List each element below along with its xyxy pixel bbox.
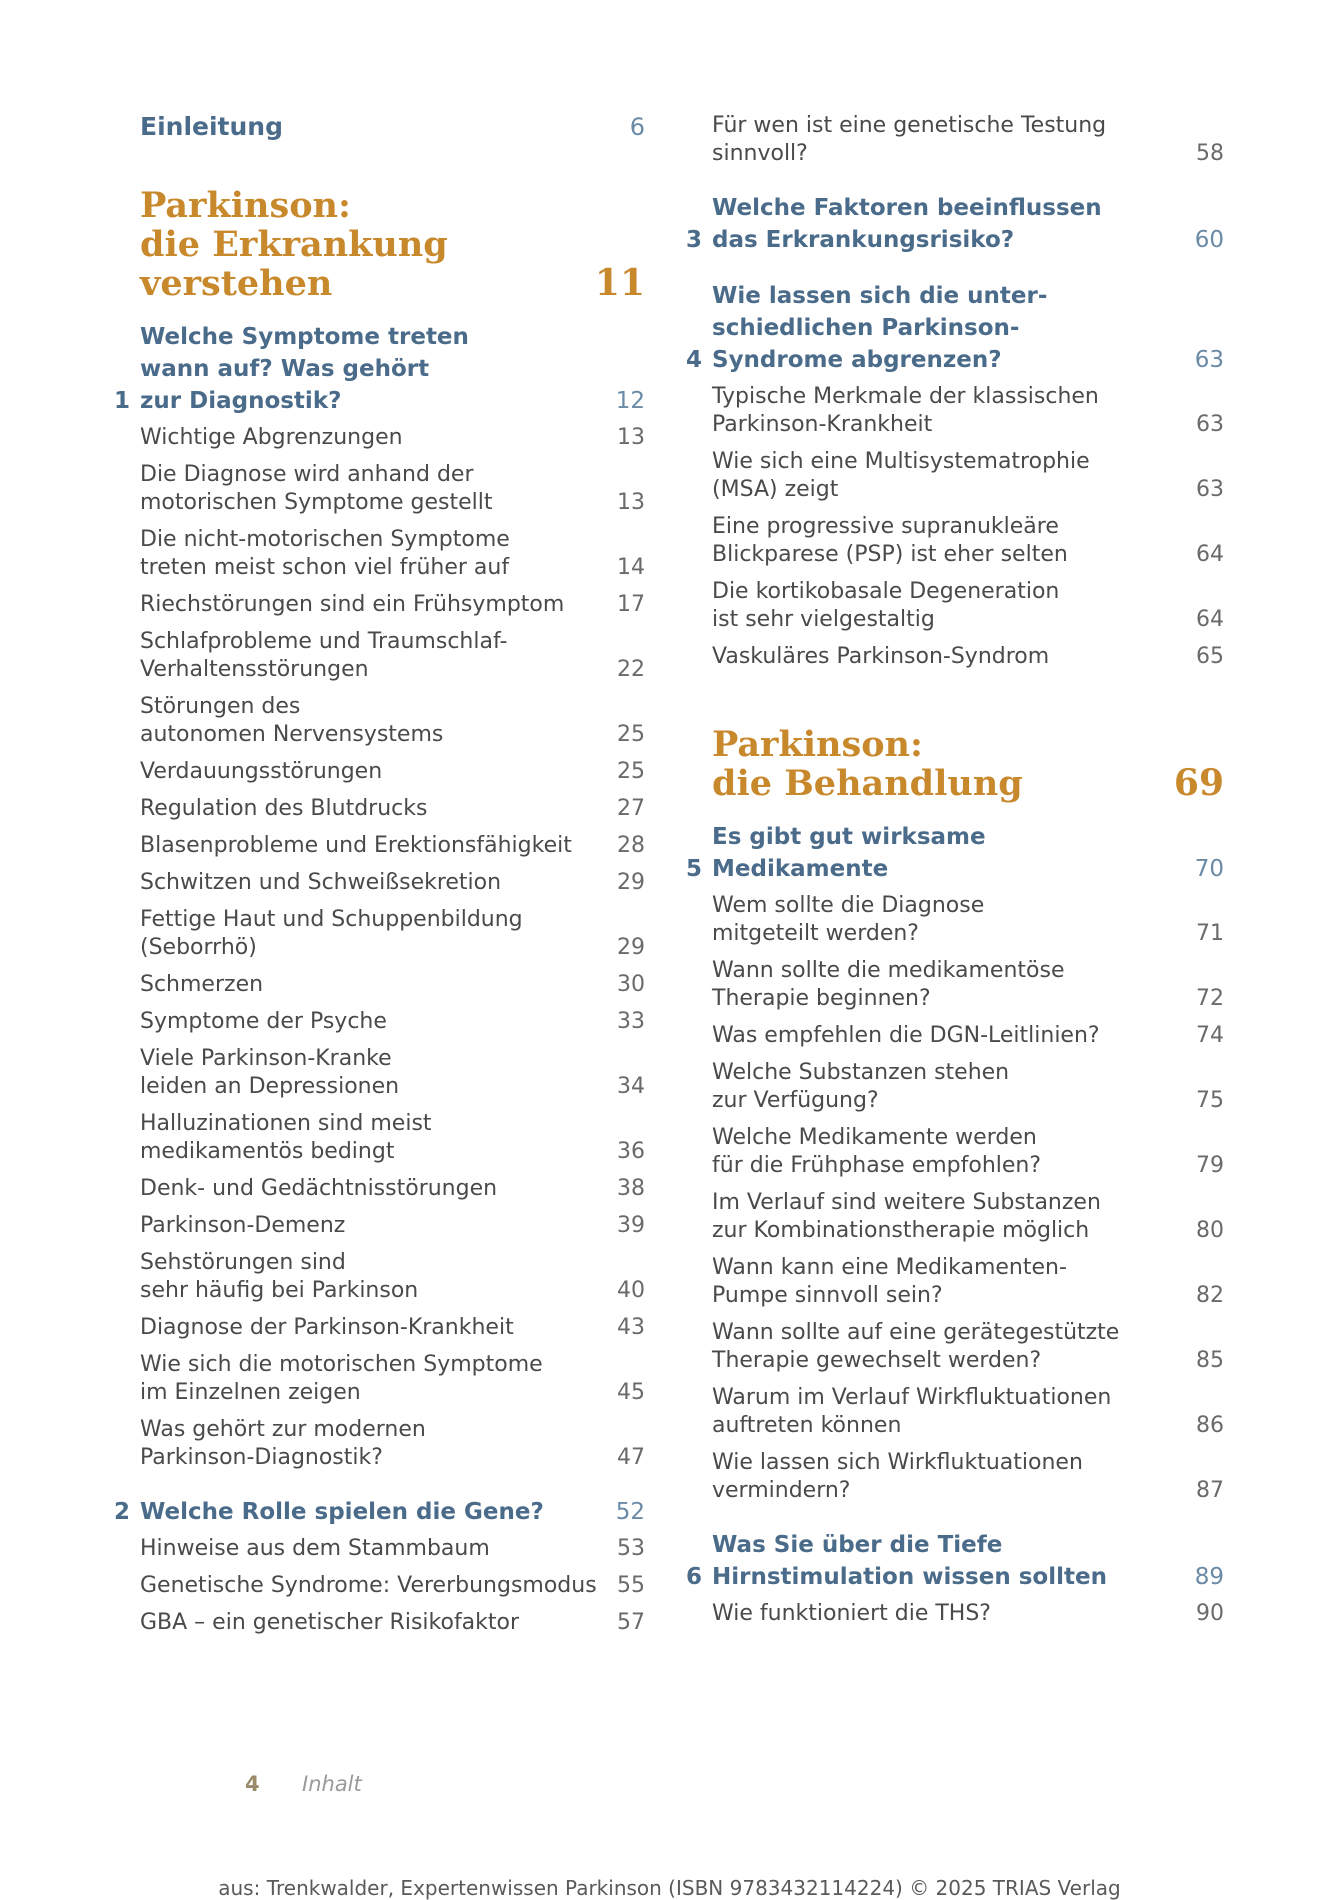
chapter-heading-3[interactable] bbox=[686, 192, 1224, 256]
page-number: 22 bbox=[617, 657, 645, 682]
entry-title: Viele Parkinson-Kranke leiden an Depressionen bbox=[140, 1046, 400, 1099]
chapter-title: Welche Symptome treten wann auf? Was gehört zur Diagnostik? bbox=[140, 324, 469, 414]
entry-title: Parkinson-Demenz bbox=[140, 1213, 346, 1238]
toc-entry[interactable] bbox=[712, 957, 1224, 1013]
page-number: 25 bbox=[617, 722, 645, 747]
page-number: 58 bbox=[1196, 141, 1224, 166]
chapter-5-entries bbox=[712, 892, 1224, 1505]
page-number: 33 bbox=[617, 1009, 645, 1034]
entry-title: Wann kann eine Medikamenten- Pumpe sinnvoll sein? bbox=[712, 1255, 1067, 1308]
page-number: 75 bbox=[1196, 1088, 1224, 1113]
page-number: 53 bbox=[617, 1536, 645, 1561]
page-number: 28 bbox=[617, 833, 645, 858]
page-number: 63 bbox=[1194, 347, 1224, 373]
entry-title: Was empfehlen die DGN-Leitlinien? bbox=[712, 1023, 1100, 1048]
toc-entry[interactable] bbox=[712, 1124, 1224, 1180]
page-number: 45 bbox=[617, 1380, 645, 1405]
chapter-title: Welche Rolle spielen die Gene? bbox=[140, 1499, 544, 1525]
part-title: Parkinson: die Behandlung bbox=[712, 724, 1023, 804]
toc-entry[interactable] bbox=[140, 461, 645, 517]
toc-entry[interactable] bbox=[140, 906, 645, 962]
entry-title: Sehstörungen sind sehr häufig bei Parkinson bbox=[140, 1250, 419, 1303]
entry-title: Warum im Verlauf Wirkfluktuationen auftreten können bbox=[712, 1385, 1112, 1438]
page-number: 43 bbox=[617, 1315, 645, 1340]
source-citation: aus: Trenkwalder, Expertenwissen Parkinson (ISBN 9783432114224) © 2025 TRIAS Verlag bbox=[218, 1876, 1121, 1900]
chapter-heading-1[interactable] bbox=[114, 321, 645, 417]
toc-entry[interactable] bbox=[140, 628, 645, 684]
page-number: 6 bbox=[629, 113, 645, 141]
page-number: 65 bbox=[1196, 644, 1224, 669]
page-number: 82 bbox=[1196, 1283, 1224, 1308]
entry-title: Genetische Syndrome: Vererbungsmodus bbox=[140, 1573, 597, 1598]
toc-entry[interactable] bbox=[140, 1249, 645, 1305]
chapter-heading-6[interactable] bbox=[686, 1529, 1224, 1593]
page-number: 12 bbox=[615, 388, 645, 414]
entry-title: Wann sollte auf eine gerätegestützte Therapie gewechselt werden? bbox=[712, 1320, 1120, 1373]
entry-title: Diagnose der Parkinson-Krankheit bbox=[140, 1315, 514, 1340]
page-number: 47 bbox=[617, 1445, 645, 1470]
entry-title: Welche Substanzen stehen zur Verfügung? bbox=[712, 1060, 1010, 1113]
page-number: 25 bbox=[617, 759, 645, 784]
chapter-title: Welche Faktoren beeinflussen das Erkrankungsrisiko? bbox=[712, 195, 1102, 253]
page-number: 72 bbox=[1196, 986, 1224, 1011]
page-number: 63 bbox=[1196, 477, 1224, 502]
page-number: 90 bbox=[1196, 1601, 1224, 1626]
entry-title: Wie sich eine Multisystematrophie (MSA) zeigt bbox=[712, 449, 1090, 502]
entry-title: GBA – ein genetischer Risikofaktor bbox=[140, 1610, 520, 1635]
page-number: 38 bbox=[617, 1176, 645, 1201]
chapter-number: 2 bbox=[114, 1499, 131, 1525]
entry-title: Schmerzen bbox=[140, 972, 264, 997]
page-number: 86 bbox=[1196, 1413, 1224, 1438]
toc-entry[interactable] bbox=[140, 1110, 645, 1166]
page-number: 71 bbox=[1196, 921, 1224, 946]
toc-entry[interactable] bbox=[712, 1384, 1224, 1440]
chapter-number: 5 bbox=[686, 856, 703, 882]
toc-entry[interactable] bbox=[140, 758, 645, 786]
page-number: 89 bbox=[1194, 1564, 1224, 1590]
toc-entry[interactable] bbox=[712, 1319, 1224, 1375]
toc-entry[interactable] bbox=[140, 424, 645, 452]
toc-entry[interactable] bbox=[140, 1212, 645, 1240]
page-number: 29 bbox=[617, 870, 645, 895]
toc-entry[interactable] bbox=[140, 971, 645, 999]
chapter-number: 4 bbox=[686, 347, 703, 373]
toc-entry[interactable] bbox=[140, 1351, 645, 1407]
page-number: 34 bbox=[617, 1074, 645, 1099]
toc-entry[interactable] bbox=[712, 1189, 1224, 1245]
chapter-4-entries bbox=[712, 383, 1224, 671]
toc-entry[interactable] bbox=[140, 1572, 645, 1600]
toc-right-column bbox=[686, 112, 1224, 1628]
toc-entry[interactable] bbox=[712, 112, 1224, 168]
page-number: 69 bbox=[1173, 762, 1224, 804]
chapter-number: 1 bbox=[114, 388, 131, 414]
entry-title: Eine progressive supranukleäre Blickparese (PSP) ist eher selten bbox=[712, 514, 1068, 567]
toc-entry[interactable] bbox=[140, 1535, 645, 1563]
entry-title: Wem sollte die Diagnose mitgeteilt werden? bbox=[712, 893, 985, 946]
chapter-number: 6 bbox=[686, 1564, 703, 1590]
entry-title: Störungen des autonomen Nervensystems bbox=[140, 694, 444, 747]
toc-entry[interactable] bbox=[712, 513, 1224, 569]
chapter-title: Wie lassen sich die unter- schiedlichen Parkinson- Syndrome abgrenzen? bbox=[712, 283, 1048, 373]
part-heading-1[interactable] bbox=[140, 186, 645, 303]
entry-title: Riechstörungen sind ein Frühsymptom bbox=[140, 592, 565, 617]
page-number: 30 bbox=[617, 972, 645, 997]
page-number: 80 bbox=[1196, 1218, 1224, 1243]
toc-entry[interactable] bbox=[140, 869, 645, 897]
entry-title: Wie funktioniert die THS? bbox=[712, 1601, 991, 1626]
entry-title: Denk- und Gedächtnisstörungen bbox=[140, 1176, 498, 1201]
chapter-title: Was Sie über die Tiefe Hirnstimulation wissen sollten bbox=[712, 1532, 1107, 1590]
page-number: 27 bbox=[617, 796, 645, 821]
page-number: 63 bbox=[1196, 412, 1224, 437]
page-number: 17 bbox=[617, 592, 645, 617]
toc-entry[interactable] bbox=[712, 1059, 1224, 1115]
page-number: 36 bbox=[617, 1139, 645, 1164]
chapter-1-entries bbox=[140, 424, 645, 1472]
toc-entry[interactable] bbox=[712, 1022, 1224, 1050]
chapter-heading-4[interactable] bbox=[686, 280, 1224, 376]
toc-entry[interactable] bbox=[712, 383, 1224, 439]
entry-title: Halluzinationen sind meist medikamentös bedingt bbox=[140, 1111, 432, 1164]
toc-entry[interactable] bbox=[140, 832, 645, 860]
toc-entry[interactable] bbox=[712, 448, 1224, 504]
entry-title: Für wen ist eine genetische Testung sinnvoll? bbox=[712, 113, 1107, 166]
entry-title: Die nicht-motorischen Symptome treten meist schon viel früher auf bbox=[140, 527, 510, 580]
toc-entry[interactable] bbox=[140, 693, 645, 749]
entry-title: Vaskuläres Parkinson-Syndrom bbox=[712, 644, 1050, 669]
chapter-2-entries bbox=[140, 1535, 645, 1637]
page-number: 39 bbox=[617, 1213, 645, 1238]
toc-entry[interactable] bbox=[712, 1254, 1224, 1310]
page-number: 29 bbox=[617, 935, 645, 960]
chapter-6-entries bbox=[712, 1600, 1224, 1628]
page-number: 40 bbox=[617, 1278, 645, 1303]
toc-entry[interactable] bbox=[140, 795, 645, 823]
toc-entry[interactable] bbox=[140, 1175, 645, 1203]
entry-title: Verdauungsstörungen bbox=[140, 759, 383, 784]
entry-title: Wichtige Abgrenzungen bbox=[140, 425, 403, 450]
entry-title: Welche Medikamente werden für die Frühphase empfohlen? bbox=[712, 1125, 1042, 1178]
entry-title: Was gehört zur modernen Parkinson-Diagnostik? bbox=[140, 1417, 426, 1470]
page-number: 70 bbox=[1194, 856, 1224, 882]
chapter-number: 3 bbox=[686, 227, 703, 253]
chapter-heading-5[interactable] bbox=[686, 821, 1224, 885]
entry-title: Einleitung bbox=[140, 112, 283, 141]
toc-left-column bbox=[114, 112, 645, 1637]
toc-entry[interactable] bbox=[140, 1609, 645, 1637]
page-number: 64 bbox=[1196, 542, 1224, 567]
page-number: 13 bbox=[617, 425, 645, 450]
toc-entry[interactable] bbox=[140, 1314, 645, 1342]
part-heading-2[interactable] bbox=[712, 725, 1224, 803]
entry-title: Wie lassen sich Wirkfluktuationen vermindern? bbox=[712, 1450, 1083, 1503]
toc-entry[interactable] bbox=[712, 1600, 1224, 1628]
entry-title: Wann sollte die medikamentöse Therapie beginnen? bbox=[712, 958, 1065, 1011]
page-folio: 4 bbox=[245, 1772, 260, 1796]
toc-entry[interactable] bbox=[140, 591, 645, 619]
page-number: 57 bbox=[617, 1610, 645, 1635]
entry-title: Hinweise aus dem Stammbaum bbox=[140, 1536, 490, 1561]
toc-entry[interactable] bbox=[140, 526, 645, 582]
chapter-heading-2[interactable] bbox=[114, 1496, 645, 1528]
entry-title: Schlafprobleme und Traumschlaf- Verhaltensstörungen bbox=[140, 629, 508, 682]
entry-title: Fettige Haut und Schuppenbildung (Seborrhö) bbox=[140, 907, 523, 960]
toc-entry[interactable] bbox=[140, 1416, 645, 1472]
toc-entry[interactable] bbox=[712, 892, 1224, 948]
running-footer-section: Inhalt bbox=[302, 1772, 362, 1796]
page-number: 55 bbox=[617, 1573, 645, 1598]
entry-title: Regulation des Blutdrucks bbox=[140, 796, 428, 821]
entry-title: Wie sich die motorischen Symptome im Einzelnen zeigen bbox=[140, 1352, 543, 1405]
page-number: 13 bbox=[617, 490, 645, 515]
page-number: 14 bbox=[617, 555, 645, 580]
page-number: 11 bbox=[594, 262, 645, 304]
page-number: 79 bbox=[1196, 1153, 1224, 1178]
toc-entry[interactable] bbox=[140, 1008, 645, 1036]
page-number: 60 bbox=[1194, 227, 1224, 253]
page-number: 87 bbox=[1196, 1478, 1224, 1503]
toc-entry[interactable] bbox=[140, 1045, 645, 1101]
part-title: Parkinson: die Erkrankung verstehen bbox=[140, 185, 448, 304]
page-number: 85 bbox=[1196, 1348, 1224, 1373]
page-number: 64 bbox=[1196, 607, 1224, 632]
toc-entry[interactable] bbox=[712, 1449, 1224, 1505]
entry-title: Die Diagnose wird anhand der motorischen Symptome gestellt bbox=[140, 462, 493, 515]
entry-title: Schwitzen und Schweißsekretion bbox=[140, 870, 502, 895]
page-number: 74 bbox=[1196, 1023, 1224, 1048]
toc-entry[interactable] bbox=[712, 643, 1224, 671]
entry-title: Die kortikobasale Degeneration ist sehr vielgestaltig bbox=[712, 579, 1060, 632]
page-number: 52 bbox=[615, 1499, 645, 1525]
entry-title: Im Verlauf sind weitere Substanzen zur Kombinationstherapie möglich bbox=[712, 1190, 1101, 1243]
chapter-title: Es gibt gut wirksame Medikamente bbox=[712, 824, 986, 882]
entry-title: Typische Merkmale der klassischen Parkinson-Krankheit bbox=[712, 384, 1099, 437]
toc-entry-intro[interactable] bbox=[140, 112, 645, 142]
toc-entry[interactable] bbox=[712, 578, 1224, 634]
entry-title: Blasenprobleme und Erektionsfähigkeit bbox=[140, 833, 572, 858]
entry-title: Symptome der Psyche bbox=[140, 1009, 387, 1034]
